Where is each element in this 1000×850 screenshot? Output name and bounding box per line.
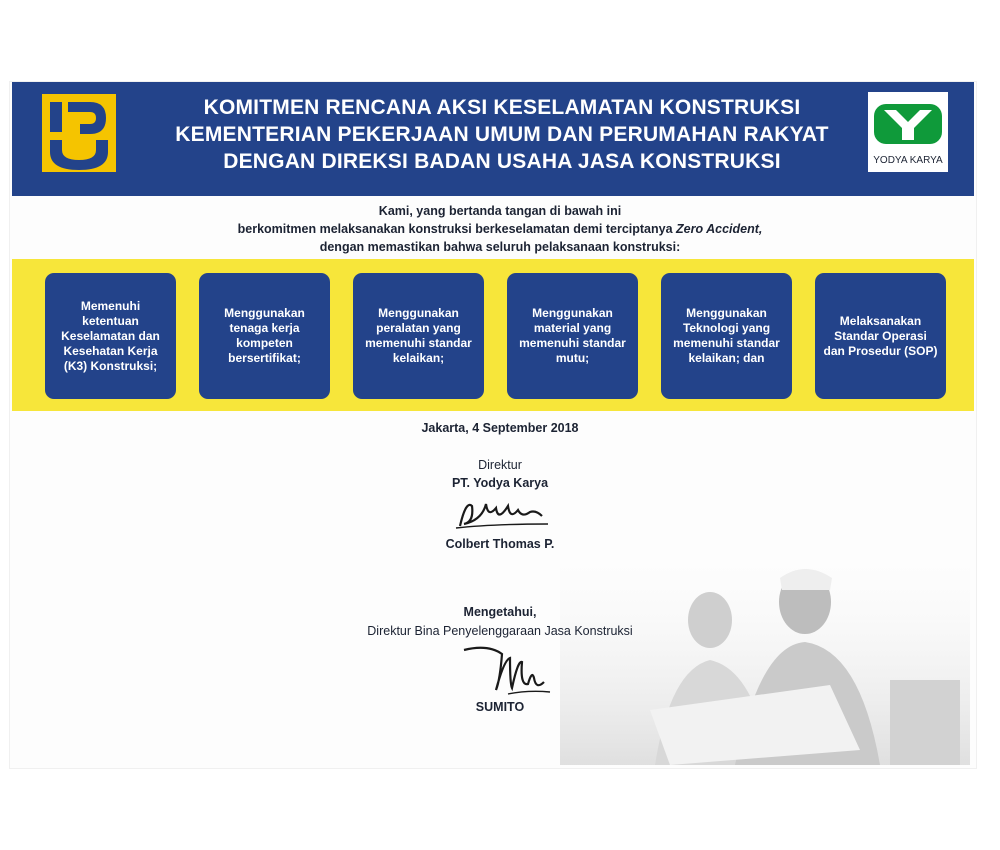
pu-ministry-logo-icon — [42, 94, 116, 172]
intro-line-2-text: berkomitmen melaksanakan konstruksi berkeselamatan demi terciptanya — [237, 222, 677, 236]
page-title — [122, 94, 882, 175]
intro-line-2 — [0, 222, 1000, 236]
place-date: Jakarta, 4 September 2018 — [421, 421, 579, 435]
signatory-1-position: Direktur — [478, 458, 522, 472]
zero-accident-emphasis: Zero Accident, — [676, 222, 763, 236]
intro-line-3: dengan memastikan bahwa seluruh pelaksanaan konstruksi: — [319, 240, 681, 254]
title-line-3: DENGAN DIREKSI BADAN USAHA JASA KONSTRUKSI — [223, 150, 781, 173]
signatory-2-heading: Mengetahui, — [463, 605, 537, 619]
logo-caption: YODYA KARYA — [873, 155, 943, 166]
background-photo-workers — [560, 560, 970, 765]
commitment-box-2: Menggunakan tenaga kerja kompeten bersertifikat; — [199, 273, 330, 399]
signature-2-icon — [458, 640, 558, 698]
signatory-1-name: Colbert Thomas P. — [445, 537, 555, 551]
signatory-2-position: Direktur Bina Penyelenggaraan Jasa Konstruksi — [367, 624, 633, 638]
commitment-box-1: Memenuhi ketentuan Keselamatan dan Kesehatan Kerja (K3) Konstruksi; — [45, 273, 176, 399]
yodya-karya-logo — [868, 92, 948, 172]
header-banner — [12, 82, 974, 196]
commitment-box-3: Menggunakan peralatan yang memenuhi standar kelaikan; — [353, 273, 484, 399]
title-line-2: KEMENTERIAN PEKERJAAN UMUM DAN PERUMAHAN RAKYAT — [175, 123, 829, 146]
title-line-1: KOMITMEN RENCANA AKSI KESELAMATAN KONSTRUKSI — [203, 96, 801, 119]
commitment-box-6: Melaksanakan Standar Operasi dan Prosedur (SOP) — [815, 273, 946, 399]
commitment-box-4: Menggunakan material yang memenuhi standar mutu; — [507, 273, 638, 399]
intro-line-1: Kami, yang bertanda tangan di bawah ini — [378, 204, 622, 218]
signatory-1-company: PT. Yodya Karya — [451, 476, 549, 490]
commitment-box-5: Menggunakan Teknologi yang memenuhi standar kelaikan; dan — [661, 273, 792, 399]
signature-1-icon — [452, 494, 552, 534]
signatory-2-name: SUMITO — [475, 700, 525, 714]
